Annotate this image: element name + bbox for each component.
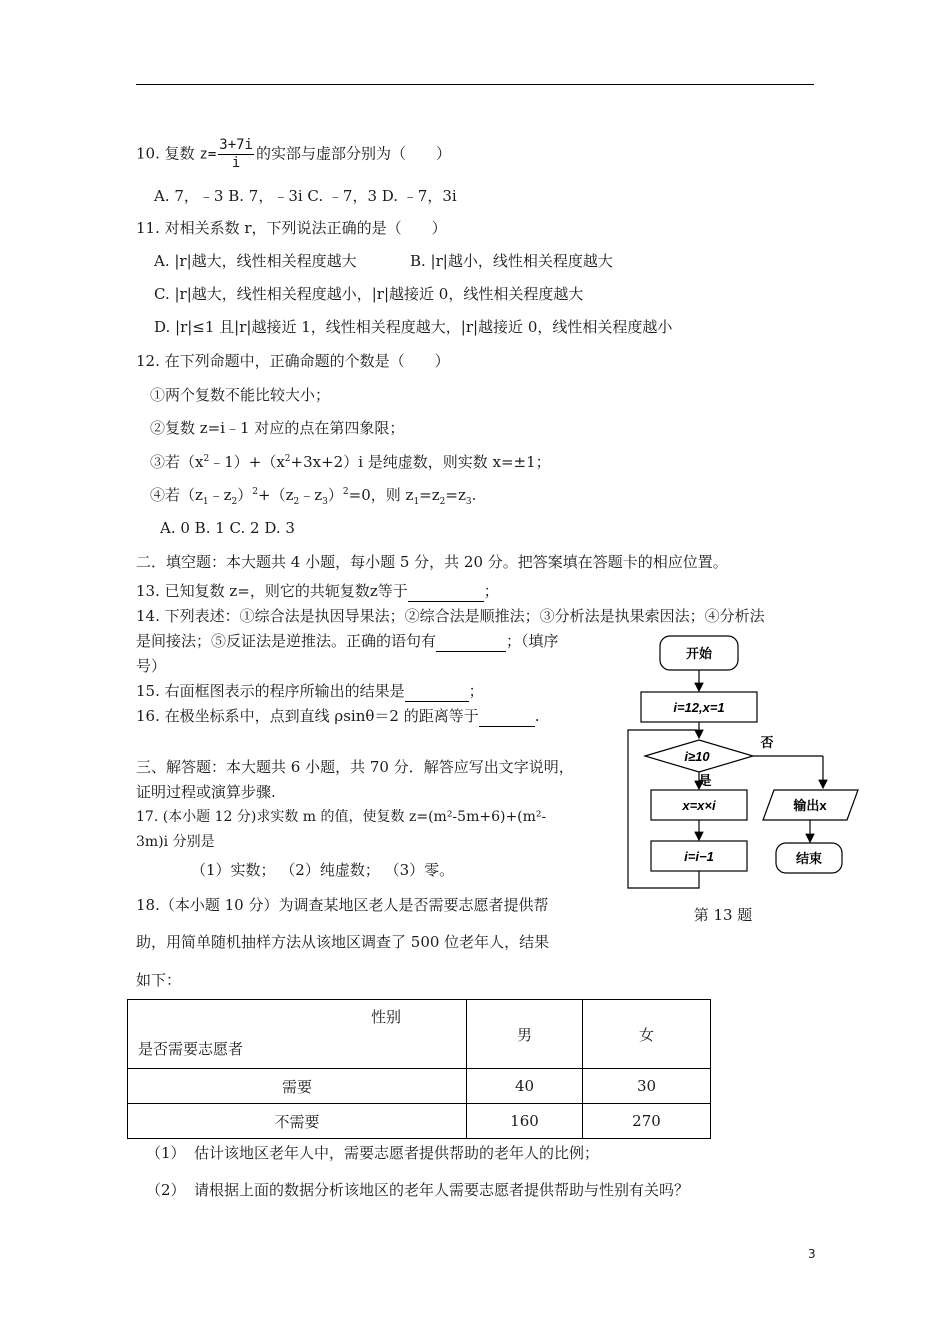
column-header-male: 男 <box>467 1000 583 1069</box>
flow-start-box <box>660 636 738 670</box>
section-3-heading-line-2: 证明过程或演算步骤. <box>136 783 276 801</box>
section-2-heading: 二．填空题：本大题共 4 小题，每小题 5 分，共 20 分。把答案填在答题卡的相应位置。 <box>136 553 728 571</box>
question-13: 13. 已知复数 z=，则它的共轭复数z等于 ； <box>136 582 499 600</box>
section-3-heading-line-1: 三、解答题：本大题共 6 小题，共 70 分．解答应写出文字说明， <box>136 758 574 776</box>
question-11-stem: 11. 对相关系数 r，下列说法正确的是（ ） <box>136 219 447 237</box>
fraction <box>218 137 254 172</box>
question-17-line-2: 3m)i 分别是 <box>136 834 215 850</box>
question-12-statement-4: ④若$(z_1﹣z_2)^2+(z_2﹣z_3)^2=0$，则 $z_1=z_2=z_3$. <box>150 486 477 507</box>
flow-condition-label: i≥10 <box>684 749 710 764</box>
question-18-part-2-number: （2） <box>146 1181 186 1199</box>
question-17-line-1: 17. (本小题 12 分)求实数 m 的值，使复数 z=(m²-5m+6)+(m²- <box>136 809 547 825</box>
answer-blank <box>479 706 535 727</box>
flow-condition-diamond <box>645 740 753 772</box>
flow-decrement-label: i=i−1 <box>684 849 714 864</box>
question-12-statement-3: ③若$(x^2﹣1)+(x^2+3x+2)i$ 是纯虚数，则实数 x=±1； <box>150 453 551 471</box>
question-18-line-2: 助，用简单随机抽样方法从该地区调查了 500 位老年人，结果 <box>136 933 550 951</box>
question-11-option-a: A. |r|越大，线性相关程度越大 <box>154 252 357 270</box>
flow-no-label: 否 <box>760 735 774 750</box>
question-14-line-2: 是间接法；⑤反证法是逆推法。正确的语句有 ；（填序 <box>136 632 559 650</box>
cell-male: 160 <box>467 1104 583 1139</box>
question-10: 10. 复数 z= $\frac{3+7i}{i}$ 的实部与虚部分别为（ ） <box>136 137 451 171</box>
question-11-option-b: B. |r|越小，线性相关程度越大 <box>410 252 613 270</box>
table-corner-cell <box>128 1000 467 1069</box>
z-label: z= <box>199 146 217 163</box>
flow-decrement-box <box>651 841 747 871</box>
answer-blank <box>408 581 484 602</box>
question-15: 15. 右面框图表示的程序所输出的结果是 ； <box>136 682 484 700</box>
corner-label-need: 是否需要志愿者 <box>138 1040 244 1058</box>
column-header-female: 女 <box>583 1000 711 1069</box>
row-label: 不需要 <box>128 1104 467 1139</box>
question-14-line-3: 号） <box>136 657 167 675</box>
answer-blank <box>405 681 469 702</box>
flow-multiply-box <box>651 790 747 820</box>
table-row <box>128 1069 711 1104</box>
cell-female: 270 <box>583 1104 711 1139</box>
flow-yes-label: 是 <box>698 773 712 788</box>
corner-label-gender: 性别 <box>371 1008 402 1026</box>
flow-init-box <box>641 692 757 722</box>
question-18-line-1: 18.（本小题 10 分）为调查某地区老人是否需要志愿者提供帮 <box>136 896 549 914</box>
question-11-option-c: C. |r|越大，线性相关程度越小，|r|越接近 0，线性相关程度越大 <box>154 285 584 303</box>
question-18-part-1-number: （1） <box>146 1144 186 1162</box>
row-label: 需要 <box>128 1069 467 1104</box>
question-16: 16. 在极坐标系中，点到直线 ρsinθ＝2 的距离等于 . <box>136 707 540 725</box>
question-12-options: A. 0 B. 1 C. 2 D. 3 <box>160 519 295 537</box>
cell-female: 30 <box>583 1069 711 1104</box>
flow-multiply-label: x=x×i <box>682 798 716 813</box>
table-row <box>128 1104 711 1139</box>
survey-table <box>127 999 711 1139</box>
question-17-parts: （1）实数； （2）纯虚数； （3）零。 <box>191 861 455 879</box>
answer-blank <box>436 631 506 652</box>
question-11-option-d: D. |r|≤1 且|r|越接近 1，线性相关程度越大，|r|越接近 0，线性相关程度越小 <box>154 318 673 336</box>
flow-start-label: 开始 <box>685 646 713 661</box>
question-12-stem: 12. 在下列命题中，正确命题的个数是（ ） <box>136 352 450 370</box>
question-14-line-1: 14. 下列表述：①综合法是执因导果法；②综合法是顺推法；③分析法是执果索因法；④分析法 <box>136 607 765 625</box>
flow-init-label: i=12,x=1 <box>673 700 725 715</box>
fraction-numerator: 3+7i <box>219 137 253 153</box>
cell-male: 40 <box>467 1069 583 1104</box>
flow-end-label: 结束 <box>795 851 823 866</box>
flowchart-caption: 第 13 题 <box>693 906 753 924</box>
header-rule <box>136 84 814 85</box>
flow-end-box <box>776 843 842 873</box>
question-18-line-3: 如下： <box>136 971 182 989</box>
question-12-statement-1: ①两个复数不能比较大小； <box>150 386 331 404</box>
fraction-denominator: i <box>231 155 241 171</box>
question-10-options: A. 7，﹣3 B. 7，﹣3i C. ﹣7，3 D. ﹣7，3i <box>154 187 457 205</box>
question-18-part-1: 估计该地区老年人中，需要志愿者提供帮助的老年人的比例； <box>194 1144 600 1162</box>
flow-output-label: 输出x <box>793 798 827 813</box>
page-number: 3 <box>808 1247 816 1261</box>
flow-output-parallelogram <box>763 790 858 820</box>
question-18-part-2: 请根据上面的数据分析该地区的老年人需要志愿者提供帮助与性别有关吗？ <box>194 1181 690 1199</box>
question-12-statement-2: ②复数 z=i﹣1 对应的点在第四象限； <box>150 419 405 437</box>
table-header-row <box>128 1000 711 1069</box>
